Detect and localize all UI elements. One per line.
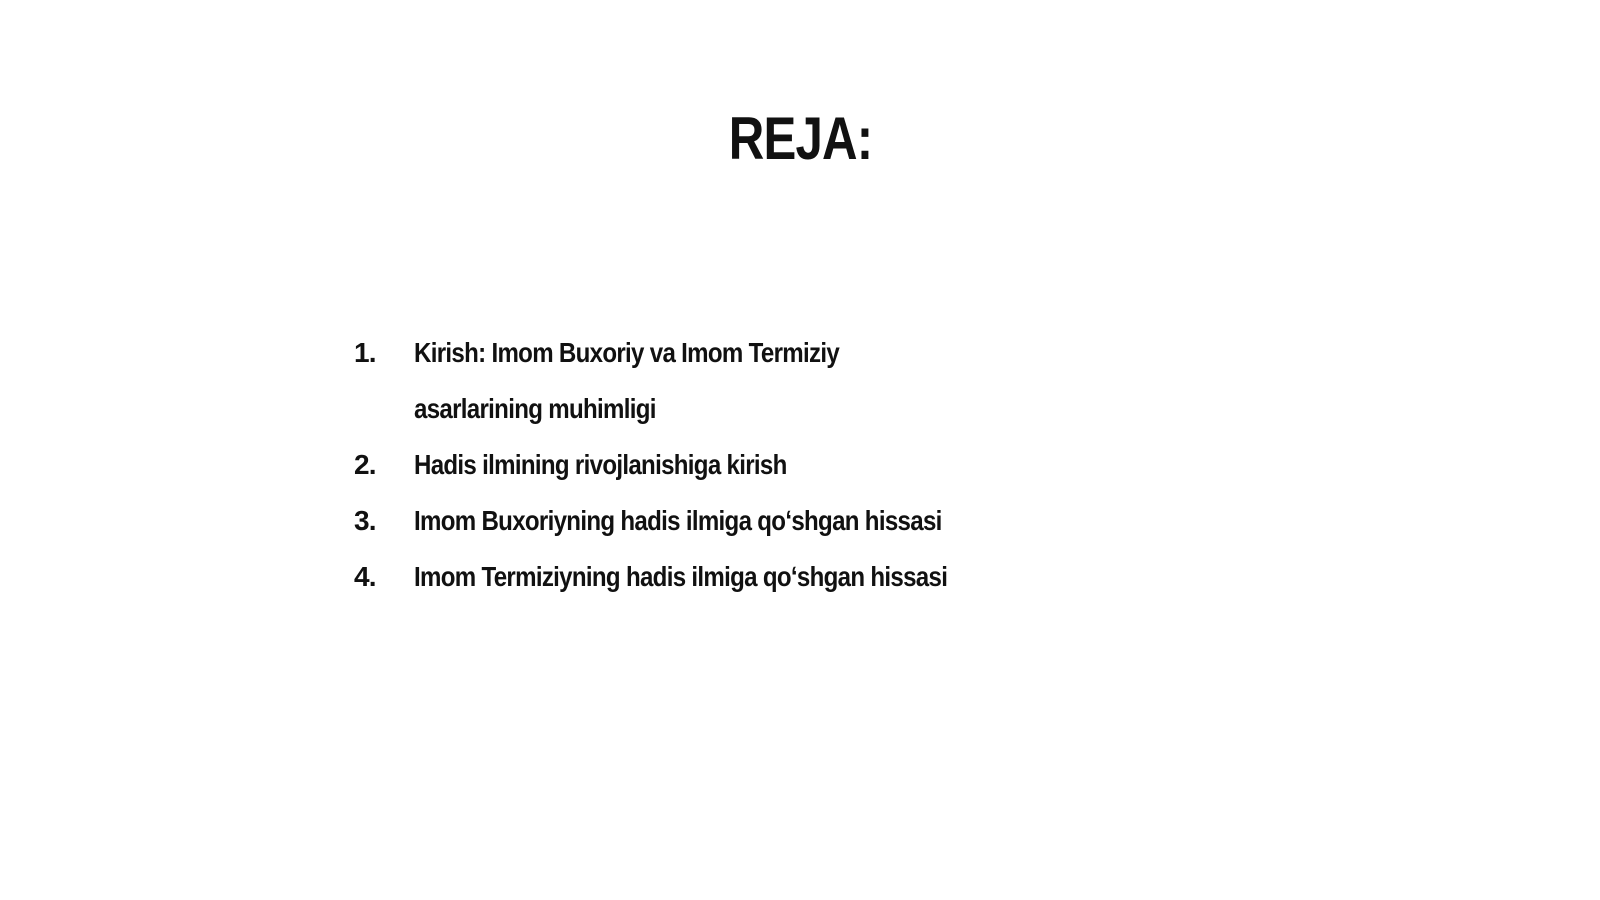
list-item-number: 1.: [354, 337, 376, 368]
list-item-number: 2.: [354, 449, 376, 480]
list-item-number: 3.: [354, 505, 376, 536]
list-item: [354, 493, 1154, 549]
list-item-text: Hadis ilmining rivojlanishiga kirish: [414, 449, 787, 480]
list-item: [354, 437, 1154, 493]
plan-list: [354, 325, 1154, 605]
list-item-text: Imom Termiziyning hadis ilmiga qoʻshgan hissasi: [414, 561, 948, 592]
list-item: [354, 549, 1154, 605]
list-item-text: Kirish: Imom Buxoriy va Imom Termiziy asarlarining muhimligi: [414, 337, 840, 424]
slide-title: REJA:: [728, 105, 873, 172]
list-item: [354, 325, 1154, 437]
list-item-text: Imom Buxoriyning hadis ilmiga qoʻshgan hissasi: [414, 505, 942, 536]
list-item-number: 4.: [354, 561, 376, 592]
